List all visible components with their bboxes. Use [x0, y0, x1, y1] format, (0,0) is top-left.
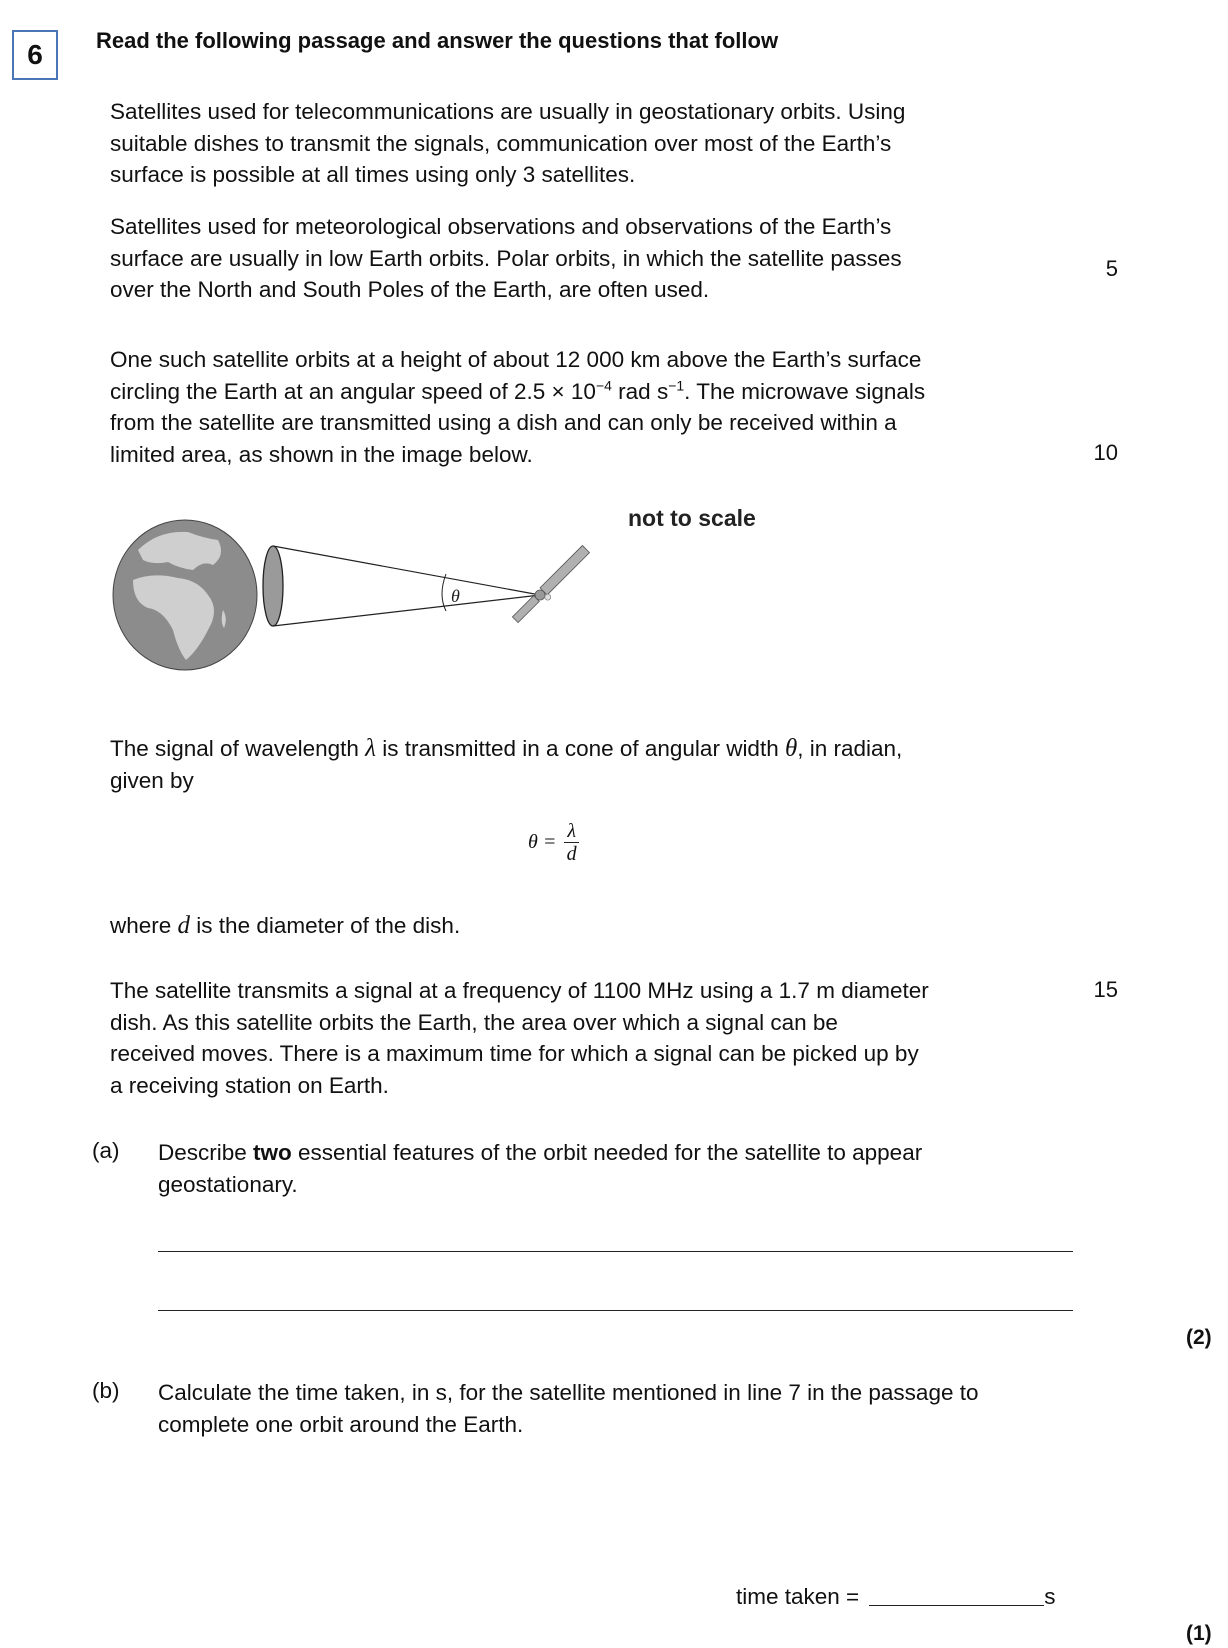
line-number: 5	[1105, 256, 1118, 281]
earth-satellite-diagram	[108, 510, 628, 690]
passage-line: surface is possible at all times using only 3 satellites.	[110, 162, 636, 187]
passage-line: circling the Earth at an angular speed of $2.5 \times 10^{-4}$ rad $s^{-1}$. The microwave signals	[110, 377, 926, 404]
passage-line: suitable dishes to transmit the signals, communication over most of the Earth’s	[110, 130, 892, 156]
passage-paragraph-1	[110, 96, 1010, 191]
part-b-marks: (1)	[1186, 1622, 1212, 1645]
earth-icon	[113, 520, 257, 670]
question-heading: Read the following passage and answer the questions that follow	[96, 28, 779, 53]
answer-label: time taken =	[736, 1584, 860, 1609]
not-to-scale-label: not to scale	[628, 505, 756, 531]
passage-line: a receiving station on Earth.	[110, 1072, 389, 1098]
angle-theta-label: θ	[451, 586, 460, 606]
answer-unit: s	[1044, 1584, 1056, 1609]
passage-line: One such satellite orbits at a height of about 12 000 km above the Earth’s surface	[110, 347, 922, 372]
equation-fraction: $\frac{\lambda}{d}$	[564, 820, 579, 865]
part-a-question: Describe two essential features of the orbit needed for the satellite to appear geostationary.	[158, 1140, 923, 1197]
passage-line: Satellites used for meteorological observations and observations of the Earth’s	[110, 214, 892, 239]
passage-paragraph-2	[110, 211, 1010, 306]
passage-paragraph-6	[110, 975, 1010, 1101]
beam-width-equation: θ = $\frac{\lambda}{d}$	[528, 820, 579, 865]
passage-line: dish. As this satellite orbits the Earth, the area over which a signal can be	[110, 1009, 838, 1035]
part-b-question: Calculate the time taken, in s, for the satellite mentioned in line 7 in the passage to complete one orbit around the Earth.	[158, 1380, 979, 1437]
passage-line: from the satellite are transmitted using a dish and can only be received within a	[110, 410, 897, 435]
beam-edge-upper	[273, 546, 540, 595]
passage-line: The satellite transmits a signal at a frequency of 1100 MHz using a 1.7 m diameter	[110, 978, 929, 1003]
question-number: 6	[27, 39, 43, 70]
passage-line: over the North and South Poles of the Earth, are often used.	[110, 277, 710, 302]
beam-edge-lower	[273, 595, 540, 626]
part-a-answer-line-1[interactable]	[158, 1251, 1073, 1252]
part-b-answer-line[interactable]	[869, 1605, 1044, 1606]
passage-paragraph-5	[110, 910, 1010, 942]
passage-line: given by	[110, 767, 194, 793]
passage-paragraph-4	[110, 733, 1010, 796]
question-number-box	[12, 30, 58, 80]
satellite-icon	[512, 546, 593, 627]
passage-line: surface are usually in low Earth orbits. Polar orbits, in which the satellite passes	[110, 245, 902, 271]
line-number: 15	[1093, 977, 1118, 1002]
passage-paragraph-3	[110, 344, 1010, 470]
passage-line: received moves. There is a maximum time for which a signal can be picked up by	[110, 1041, 919, 1066]
passage-line: The signal of wavelength λ is transmitted in a cone of angular width θ, in radian,	[110, 735, 903, 762]
passage-line: Satellites used for telecommunications are usually in geostationary orbits. Using	[110, 99, 906, 124]
passage-line: limited area, as shown in the image below.	[110, 441, 533, 467]
passage-line: where d is the diameter of the dish.	[110, 912, 461, 939]
part-b-label: (b)	[92, 1378, 120, 1403]
part-a-label: (a)	[92, 1138, 120, 1163]
part-a-answer-line-2[interactable]	[158, 1310, 1073, 1311]
part-a-marks: (2)	[1186, 1326, 1212, 1349]
part-b-answer-row	[736, 1584, 1055, 1610]
line-number: 10	[1093, 440, 1118, 465]
